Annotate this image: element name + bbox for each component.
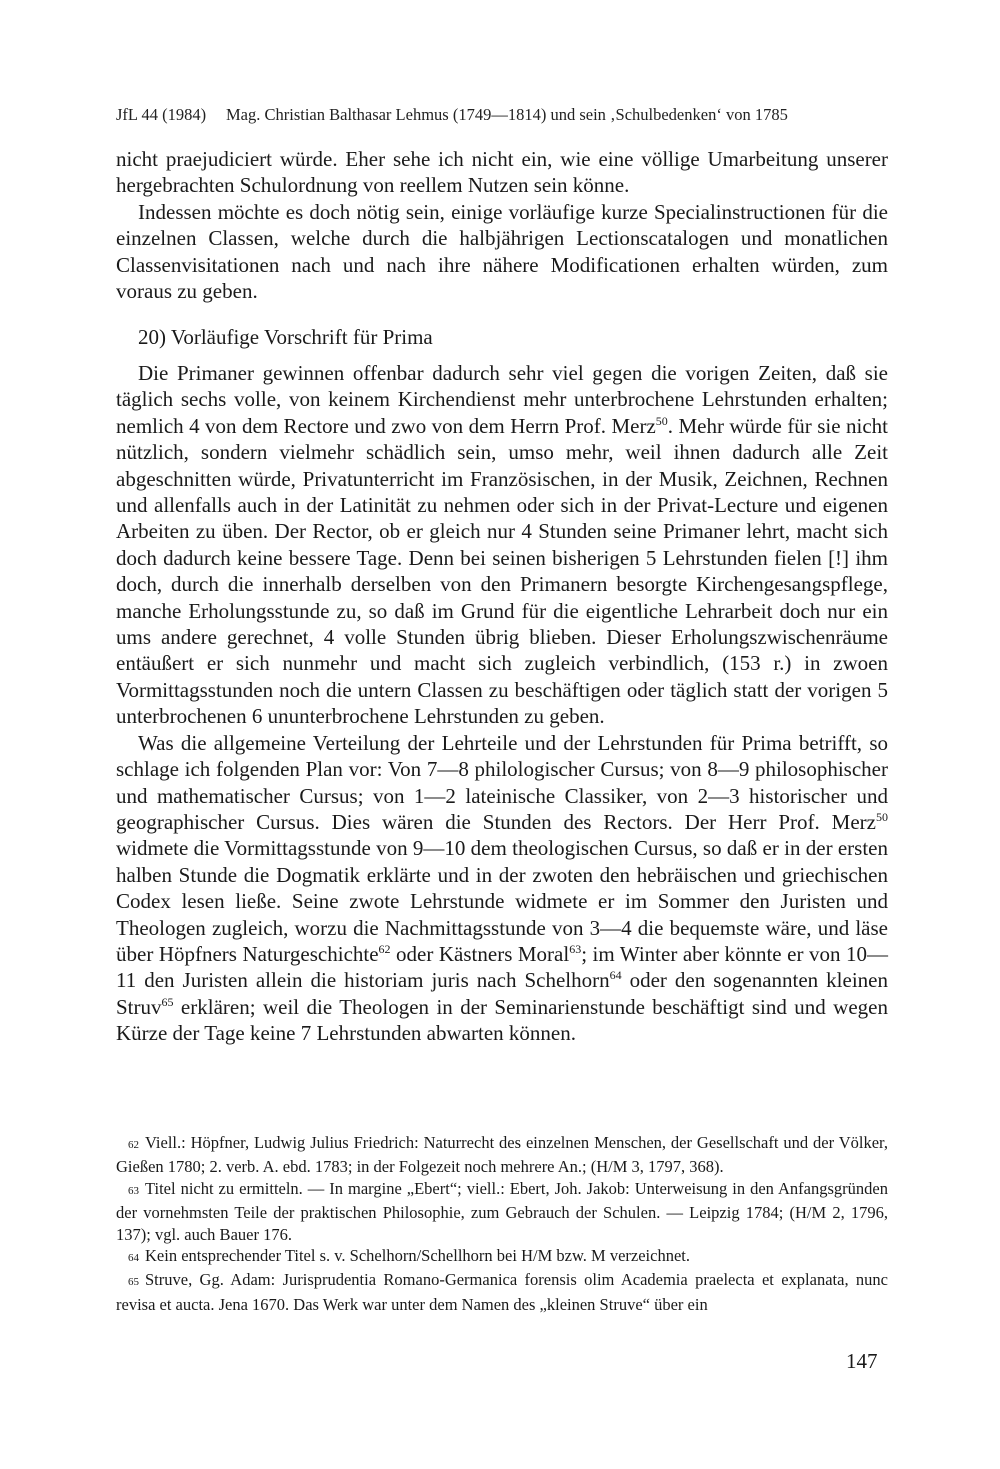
section-heading: 20) Vorläufige Vorschrift für Prima [138, 325, 433, 349]
footnote-ref: 50 [655, 413, 668, 428]
intro-text [116, 146, 888, 304]
footnote-number: 65 [128, 1276, 139, 1289]
section-text [116, 360, 888, 1047]
text-run: widmete die Vormittagsstunde von 9—10 dem theologischen Cursus, so daß er in der ersten halben Stunde die Dogmatik erklärte und in der zwoten den hebräischen und griechischen Codex lesen ließe. Seine zwote Lehrstunde widmete er im Sommer den Juristen und Theologen zugleich, worzu die Nachmittagsstunde von 3—4 die bequemste wäre, und läse über Höpfners Naturgeschichte [116, 836, 888, 966]
paragraph: Indessen möchte es doch nötig sein, einige vorläufige kurze Specialinstructionen für die einzelnen Classen, welche durch die halbjährigen Lectionscatalogen und monatlichen Classenvisitationen nach und nach ihre nähere Modificationen erhalten würden, zum voraus zu geben. [116, 199, 888, 304]
footnote-text: Titel nicht zu ermitteln. — In margine „Ebert“; viell.: Ebert, Joh. Jakob: Unterweisung in den Anfangsgründen der vornehmsten Teile der praktischen Philosophie, zum Gebrauch der Schulen. — Leipzig 1784; (H/M 2, 1796, 137); vgl. auch Bauer 176. [116, 1178, 888, 1244]
footnote-number: 63 [128, 1184, 139, 1197]
footnotes [116, 1132, 888, 1315]
article-title: Mag. Christian Balthasar Lehmus (1749—1814) und sein ‚Schulbedenken‘ von 1785 [226, 105, 788, 124]
footnote-text: Struve, Gg. Adam: Jurisprudentia Romano-Germanica forensis olim Academia praelecta et explanata, nunc revisa et aucta. Jena 1670. Das Werk war unter dem Namen des „kleinen Struve“ über ein [116, 1270, 888, 1314]
paragraph [116, 360, 888, 730]
text-run: ; im Winter aber könnte er von 10—11 den Juristen allein die historiam juris nach Schelhorn [116, 941, 888, 993]
footnote-number: 62 [128, 1139, 139, 1151]
text-run: oder den sogenannten kleinen Struv [116, 968, 888, 1019]
text-run: . Mehr würde für sie nicht nützlich, sondern vielmehr schädlich sein, umso mehr, weil ihnen dadurch alle Zeit abgeschnitten würde, Privatunterricht im Französischen, in der Musik, Zeichnen, Rechnen und allenfalls auch in der Latinität zu nehmen oder sich in der Privat-Lecture und eigenen Arbeiten zu üben. Der Rector, ob er gleich nur 4 Stunden seine Primaner lehrt, macht sich doch dadurch keine bessere Tage. Denn bei seinen bisherigen 5 Lehrstunden fielen [!] ihm doch, durch die innerhalb derselben von den Primanern besorgte Kirchengesangspflege, manche Erholungsstunde zu, so daß im Grund für die eigentliche Lehrarbeit doch nur ein ums andere gerechnet, 4 volle Stunden übrig blieben. Dieser Erholungszwischenräume entäußert er sich nunmehr und macht sich zugleich verbindlich, (153 r.) in zwoen Vormittagsstunden noch die untern Classen zu beschäftigen oder täglich statt der vorigen 5 unterbrochenen 6 ununterbrochene Lehrstunden zu geben. [116, 413, 888, 729]
footnote [116, 1132, 888, 1178]
paragraph [116, 730, 888, 1047]
text-run: Die Primaner gewinnen offenbar dadurch sehr viel gegen die vorigen Zeiten, daß sie täglich sechs volle, von keinem Kirchendienst mehr unterbrochene Lehrstunden erhalten; nemlich 4 von dem Rectore und zwo von dem Herrn Prof. Merz [116, 361, 888, 438]
footnote-ref: 63 [569, 941, 582, 956]
page-number: 147 [846, 1349, 878, 1373]
running-head [116, 103, 888, 127]
text-run: oder Kästners Moral [390, 941, 570, 966]
text-run: Was die allgemeine Verteilung der Lehrteile und der Lehrstunden für Prima betrifft, so schlage ich folgenden Plan vor: Von 7—8 philologischer Cursus; von 8—9 philosophischer und mathematischer Cursus; von 1—2 lateinische Classiker, von 2—3 historischer und geographischer Cursus. Dies wären die Stunden des Rectors. Der Herr Prof. Merz [116, 730, 888, 834]
footnote-ref: 50 [876, 809, 888, 824]
footnote-text: Viell.: Höpfner, Ludwig Julius Friedrich: Naturrecht des einzelnen Menschen, der Gesellschaft und der Völker, Gießen 1780; 2. verb. A. ebd. 1783; in der Folgezeit noch mehrere An.; (H/M 3, 1797, 368). [116, 1133, 888, 1177]
footnote-ref: 64 [609, 968, 622, 983]
text-run: erklären; weil die Theologen in der Seminarienstunde beschäftigt sind und wegen Kürze der Tage keine 7 Lehrstunden abwarten können. [116, 994, 888, 1046]
footnote [116, 1245, 888, 1269]
footnote [116, 1269, 888, 1315]
footnote-ref: 62 [378, 941, 391, 956]
paragraph: nicht praejudiciert würde. Eher sehe ich nicht ein, wie eine völlige Umarbeitung unserer hergebrachten Schulordnung von reellem Nutzen sein könne. [116, 147, 888, 198]
journal-reference: JfL 44 (1984) [116, 105, 207, 124]
footnote-text: Kein entsprechender Titel s. v. Schelhorn/Schellhorn bei H/M bzw. M verzeichnet. [145, 1246, 690, 1266]
footnote-number: 64 [128, 1252, 139, 1265]
footnote [116, 1178, 888, 1245]
footnote-ref: 65 [161, 994, 174, 1009]
